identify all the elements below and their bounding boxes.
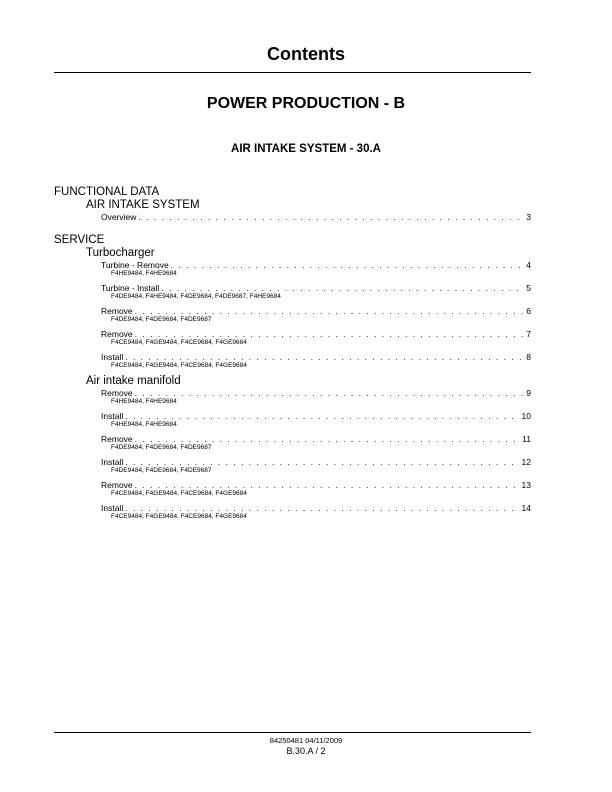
toc-entry-page-number: 13 xyxy=(521,480,531,490)
toc-entry[interactable] xyxy=(101,388,531,406)
toc-entry-label: Turbine - Install xyxy=(101,283,160,293)
toc-entry-models: F4DE9484, F4DE9684, F4DE9687 xyxy=(111,444,212,451)
toc-entry-page-number: 8 xyxy=(526,352,531,362)
dot-leader xyxy=(135,480,520,490)
dot-leader xyxy=(138,212,524,222)
dot-leader xyxy=(125,503,519,513)
toc-subgroup xyxy=(54,199,531,222)
toc-entry[interactable] xyxy=(101,411,531,429)
toc-entry-label: Install xyxy=(101,352,124,362)
toc-entry-label: Remove xyxy=(101,480,133,490)
dot-leader xyxy=(171,260,525,270)
toc-entry-models: F4DE9484, F4DE9684, F4DE9687 xyxy=(111,467,212,474)
toc-entry[interactable] xyxy=(101,260,531,278)
toc-entry-models: F4HE9484, F4HE9684 xyxy=(111,421,177,428)
dot-leader xyxy=(125,352,524,362)
dot-leader xyxy=(125,411,519,421)
toc-entry-line xyxy=(101,434,531,444)
toc-entry[interactable] xyxy=(101,283,531,301)
toc-entry-page-number: 4 xyxy=(526,260,531,270)
table-of-contents xyxy=(54,186,531,526)
dot-leader xyxy=(135,306,525,316)
toc-entry-models: F4DE9484, F4HE9484, F4DE9684, F4DE9687, F4HE9684 xyxy=(111,293,281,300)
toc-entry-label: Remove xyxy=(101,434,133,444)
toc-entry-line xyxy=(101,212,531,222)
toc-entry-line xyxy=(101,283,531,293)
toc-group xyxy=(54,234,531,521)
chapter-title: AIR INTAKE SYSTEM - 30.A xyxy=(231,143,381,155)
toc-entry-line xyxy=(101,503,531,513)
toc-entry-models: F4CE9484, F4GE9484, F4CE9684, F4GE9684 xyxy=(111,339,247,346)
toc-entry-models: F4HE9484, F4HE9684 xyxy=(111,270,177,277)
toc-entry-label: Install xyxy=(101,457,124,467)
toc-entry[interactable] xyxy=(101,212,531,222)
toc-entry-models: F4HE9484, F4HE9684 xyxy=(111,398,177,405)
section-title: POWER PRODUCTION - B xyxy=(206,95,406,112)
toc-subgroup-title: Air intake manifold xyxy=(86,375,181,387)
toc-group xyxy=(54,186,531,222)
toc-subgroup xyxy=(54,247,531,370)
toc-entry-line xyxy=(101,388,531,398)
toc-entry-line xyxy=(101,352,531,362)
toc-entry-line xyxy=(101,329,531,339)
toc-entry[interactable] xyxy=(101,503,531,521)
dot-leader xyxy=(135,388,525,398)
toc-entry-label: Remove xyxy=(101,329,133,339)
footer-page-number: B.30.A / 2 xyxy=(286,746,326,756)
toc-entry[interactable] xyxy=(101,352,531,370)
toc-entry-page-number: 11 xyxy=(522,434,531,444)
toc-subgroup-title: AIR INTAKE SYSTEM xyxy=(86,199,200,211)
toc-entry-page-number: 14 xyxy=(521,503,531,513)
toc-entry-page-number: 6 xyxy=(526,306,531,316)
toc-group-title: FUNCTIONAL DATA xyxy=(54,186,160,198)
toc-entry-label: Install xyxy=(101,411,124,421)
toc-entry[interactable] xyxy=(101,434,531,452)
page-title: Contents xyxy=(267,44,345,64)
toc-entry[interactable] xyxy=(101,329,531,347)
toc-entry[interactable] xyxy=(101,306,531,324)
toc-entry-line xyxy=(101,480,531,490)
toc-entry[interactable] xyxy=(101,457,531,475)
footer-divider xyxy=(54,732,531,733)
dot-leader xyxy=(161,283,524,293)
toc-entry-page-number: 5 xyxy=(526,283,531,293)
toc-subgroup xyxy=(54,375,531,521)
toc-entry-page-number: 9 xyxy=(526,388,531,398)
toc-entry-label: Install xyxy=(101,503,124,513)
dot-leader xyxy=(125,457,519,467)
toc-entry-line xyxy=(101,457,531,467)
toc-entry-line xyxy=(101,411,531,421)
toc-entry-page-number: 3 xyxy=(526,212,531,222)
toc-entry[interactable] xyxy=(101,480,531,498)
toc-entry-models: F4CE9484, F4GE9484, F4CE9684, F4GE9684 xyxy=(111,513,247,520)
footer-document-reference: 84250481 04/11/2009 xyxy=(269,736,343,745)
toc-entry-page-number: 12 xyxy=(521,457,531,467)
toc-entry-models: F4DE9484, F4DE9684, F4DE9687 xyxy=(111,316,212,323)
toc-entry-label: Remove xyxy=(101,388,133,398)
toc-entry-label: Remove xyxy=(101,306,133,316)
toc-entry-page-number: 10 xyxy=(521,411,531,421)
toc-subgroup-title: Turbocharger xyxy=(86,247,155,259)
toc-entry-line xyxy=(101,306,531,316)
toc-entry-label: Overview xyxy=(101,212,137,222)
toc-entry-line xyxy=(101,260,531,270)
toc-entry-models: F4CE9484, F4GE9484, F4CE9684, F4GE9684 xyxy=(111,490,247,497)
toc-entry-page-number: 7 xyxy=(526,329,531,339)
toc-group-title: SERVICE xyxy=(54,234,105,246)
toc-entry-label: Turbine - Remove xyxy=(101,260,169,270)
toc-entry-models: F4CE9484, F4GE9484, F4CE9684, F4GE9684 xyxy=(111,362,247,369)
dot-leader xyxy=(135,434,521,444)
dot-leader xyxy=(135,329,525,339)
header-divider xyxy=(54,72,531,73)
